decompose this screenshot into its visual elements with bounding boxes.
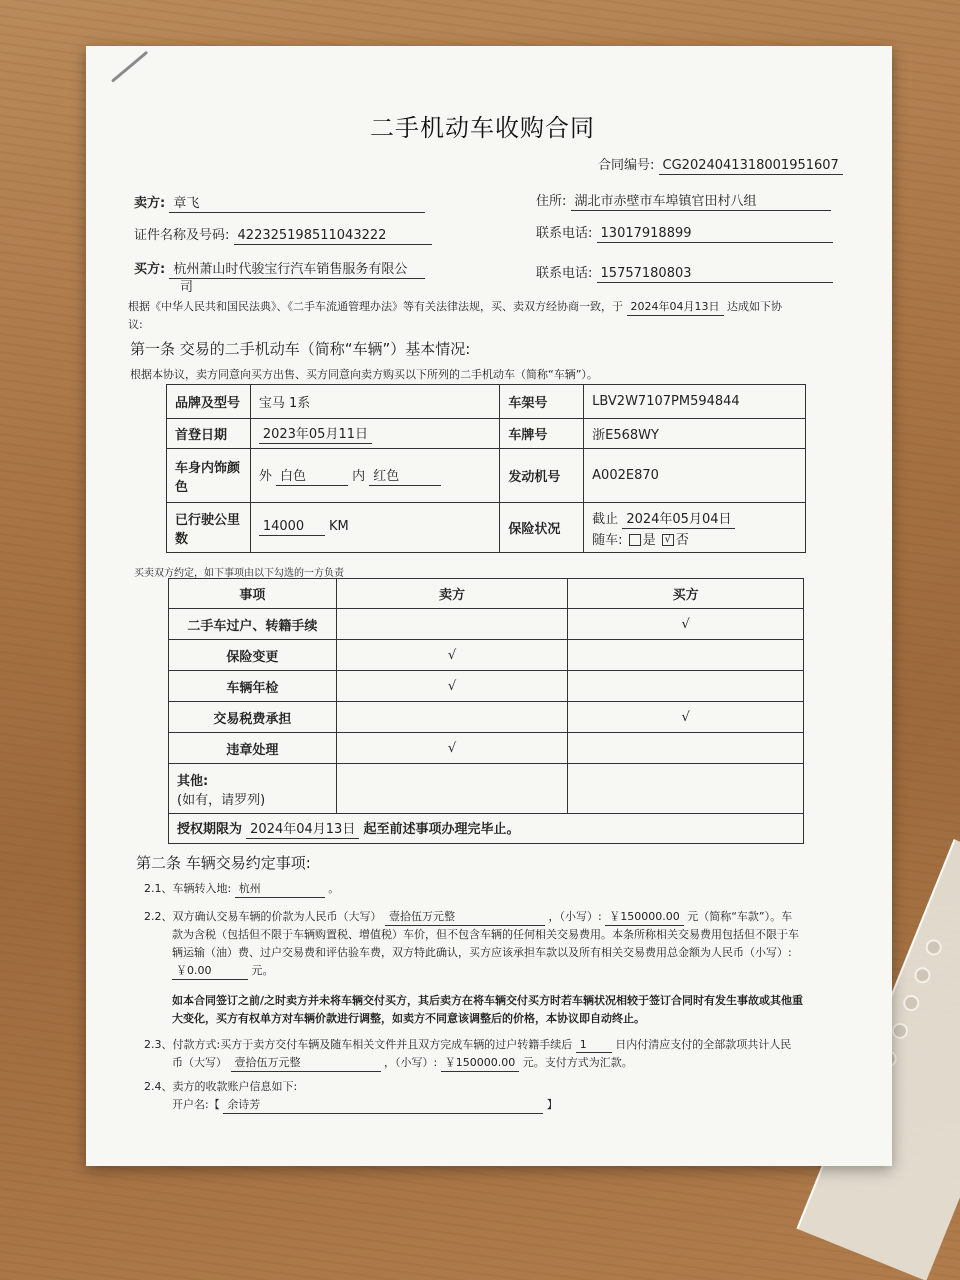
deadline-row: [169, 814, 804, 844]
payment-upper: 壹拾伍万元整: [231, 1054, 381, 1072]
account-holder-name: 余诗芳: [223, 1096, 543, 1114]
brand-value: 宝马 1系: [250, 385, 500, 419]
no-label: 否: [675, 532, 689, 548]
buyer-label: 买方:: [134, 262, 166, 277]
id-label: 证件名称及号码:: [134, 228, 230, 243]
reg-date-label: 首登日期: [167, 419, 251, 449]
mileage-unit: KM: [328, 519, 349, 534]
interior-color: 红色: [369, 465, 441, 486]
address-value: 湖北市赤壁市车埠镇官田村八组: [571, 190, 831, 211]
buyer-check-cell: √: [568, 609, 804, 640]
color-label: 车身内饰颜色: [167, 449, 251, 503]
mileage-label: 已行驶公里数: [167, 503, 251, 553]
insurance-until: [592, 508, 797, 529]
color-cell: [250, 449, 500, 503]
payment-text-2: 日内付清应支付的全部款项共计人民: [615, 1038, 792, 1051]
section-2-2-line4: [172, 962, 274, 980]
plate-value: 浙E568WY: [584, 419, 806, 449]
table-row: [169, 640, 804, 671]
buyer-check-cell: √: [568, 702, 804, 733]
deadline-label: 授权期限为: [177, 822, 243, 837]
yes-checkbox[interactable]: [629, 534, 641, 546]
article-1-intro: 根据本协议，卖方同意向买方出售、买方同意向卖方购买以下所列的二手机动车（简称“车辆”）。: [130, 368, 598, 381]
col-seller-header: 卖方: [336, 579, 568, 609]
reg-date-value: 2023年05月11日: [259, 423, 372, 444]
item-cell: 车辆年检: [169, 671, 337, 702]
intro-text-end: 达成如下协: [727, 300, 782, 313]
id-row: [134, 224, 432, 245]
buyer-name-line2: 司: [180, 280, 194, 295]
no-checkbox[interactable]: √: [662, 534, 674, 546]
payment-upper-label: 币（大写）: [172, 1056, 227, 1069]
engine-label: 发动机号: [500, 449, 584, 503]
article-1-title: 第一条 交易的二手机动车（简称“车辆”）基本情况:: [130, 340, 471, 358]
deadline-date: 2024年04月13日: [246, 818, 359, 839]
item-cell: 交易税费承担: [169, 702, 337, 733]
deadline-cell: [169, 814, 804, 844]
contract-number: [598, 154, 843, 175]
seller-check-cell: [336, 702, 568, 733]
account-holder-close: 】: [546, 1098, 558, 1111]
insurance-until-prefix: 截止: [592, 511, 619, 527]
buyer-check-cell: [568, 671, 804, 702]
section-2-2-line1: [144, 908, 792, 926]
contract-paper: [86, 46, 892, 1166]
seller-check-cell: [336, 609, 568, 640]
section-2-1: [144, 880, 339, 898]
responsibility-intro: 买卖双方约定，如下事项由以下勾选的一方负责: [134, 568, 344, 579]
section-2-1-label: 2.1、车辆转入地:: [144, 882, 232, 895]
section-2-2-line3: 辆运输（油）费、过户交易费和评估验车费，双方特此确认，买方应该承担车款以及所有相关交易费用总金额为人民币（小写）:: [172, 946, 792, 959]
table-row: [167, 419, 806, 449]
insurance-label: 保险状况: [500, 503, 584, 553]
price-lower-label: ，（小写）:: [548, 910, 602, 923]
adjustment-clause-line2: 大变化，买方有权单方对车辆价款进行调整，如卖方不同意该调整后的价格，本协议即自动终止。: [172, 1012, 645, 1025]
fee-amount: ￥0.00: [172, 962, 248, 980]
address-row: [536, 190, 831, 211]
buyer-phone-label: 联系电话:: [536, 266, 593, 281]
table-row: [169, 671, 804, 702]
seller-label: 卖方:: [134, 196, 166, 211]
item-cell: 二手车过户、转籍手续: [169, 609, 337, 640]
buyer-phone-row: [536, 262, 833, 283]
section-2-3-line1: [144, 1036, 791, 1053]
price-lower: ￥150000.00: [605, 908, 684, 926]
article-2-title: 第二条 车辆交易约定事项:: [136, 854, 311, 872]
intro-text: 根据《中华人民共和国民法典》、《二手车流通管理办法》等有关法律法规，买、卖双方经协商一致，于: [128, 300, 623, 313]
seller-check-cell: √: [336, 671, 568, 702]
price-text: 2.2、双方确认交易车辆的价款为人民币（大写）: [144, 910, 382, 923]
table-header-row: [169, 579, 804, 609]
seller-check-cell: √: [336, 733, 568, 764]
reg-date-cell: [250, 419, 500, 449]
payment-text: 2.3、付款方式:买方于卖方交付车辆及随车相关文件并且双方完成车辆的过户转籍手续后: [144, 1038, 573, 1051]
buyer-phone-value: 15757180803: [597, 266, 833, 283]
seller-phone-value: 13017918899: [597, 226, 833, 243]
account-holder-label: 开户名:【: [172, 1098, 220, 1111]
transfer-place: 杭州: [235, 880, 325, 898]
insurance-with-car: [592, 529, 797, 548]
with-car-label: 随车:: [592, 532, 623, 548]
responsibility-table: [168, 578, 804, 844]
other-cell: [169, 764, 337, 814]
table-row: [169, 609, 804, 640]
price-suffix: 元（简称“车款”）。车: [687, 910, 793, 923]
table-row: [167, 385, 806, 419]
table-row: [169, 702, 804, 733]
sleeve-hole: [912, 965, 933, 986]
intro-date: 2024年04月13日: [627, 298, 724, 316]
seller-name: 章飞: [169, 192, 425, 213]
table-row-other: [169, 764, 804, 814]
document-title: 二手机动车收购合同: [370, 114, 595, 142]
sleeve-hole: [890, 1020, 911, 1041]
intro-line-2: 议:: [128, 318, 143, 331]
mileage-value: 14000: [259, 519, 325, 536]
col-item-header: 事项: [169, 579, 337, 609]
contract-number-label: 合同编号:: [598, 158, 655, 173]
other-note: (如有，请罗列): [177, 792, 266, 808]
exterior-prefix: 外: [258, 469, 272, 484]
seller-phone-label: 联系电话:: [536, 226, 593, 241]
section-2-3-line2: [172, 1054, 633, 1072]
other-label: 其他:: [177, 773, 209, 789]
payment-lower-label: ，（小写）:: [384, 1056, 438, 1069]
insurance-cell: [584, 503, 806, 553]
intro-line: [128, 298, 782, 316]
brand-label: 品牌及型号: [167, 385, 251, 419]
address-label: 住所:: [536, 194, 567, 209]
item-cell: 保险变更: [169, 640, 337, 671]
seller-phone-row: [536, 222, 833, 243]
deadline-suffix: 起至前述事项办理完毕止。: [363, 822, 520, 837]
yes-label: 是: [642, 532, 656, 548]
plate-label: 车牌号: [500, 419, 584, 449]
engine-value: A002E870: [584, 449, 806, 503]
adjustment-clause-line1: 如本合同签订之前/之时卖方并未将车辆交付买方，其后卖方在将车辆交付买方时若车辆状况相较于签订合同时有发生事故或其他重: [172, 994, 804, 1007]
seller-check-cell: √: [336, 640, 568, 671]
price-upper: 壹拾伍万元整: [385, 908, 545, 926]
col-buyer-header: 买方: [568, 579, 804, 609]
vin-label: 车架号: [500, 385, 584, 419]
sleeve-hole: [901, 993, 922, 1014]
mileage-cell: [250, 503, 500, 553]
buyer-check-cell: [568, 640, 804, 671]
buyer-name: 杭州萧山时代骏宝行汽车销售服务有限公: [169, 258, 425, 279]
vin-value: LBV2W7107PM594844: [584, 385, 806, 419]
vehicle-info-table: [166, 384, 806, 553]
item-cell: 违章处理: [169, 733, 337, 764]
table-row: [167, 503, 806, 553]
id-number: 422325198511043222: [234, 228, 432, 245]
contract-number-value: CG2024041318001951607: [659, 158, 843, 175]
insurance-until-date: 2024年05月04日: [622, 508, 735, 529]
section-2-4: 2.4、卖方的收款账户信息如下:: [144, 1080, 298, 1093]
exterior-color: 白色: [276, 465, 348, 486]
fee-unit: 元。: [251, 964, 274, 977]
buyer-check-cell: [568, 733, 804, 764]
payment-lower: ￥150000.00: [441, 1054, 520, 1072]
seller-row: [134, 192, 425, 213]
other-seller-cell: [336, 764, 568, 814]
table-row: [169, 733, 804, 764]
section-2-2-line2: 款为含税（包括但不限于车辆购置税、增值税）车价，但不包含车辆的任何相关交易费用。本条所称相关交易费用包括但不限于车: [172, 928, 799, 941]
table-row: [167, 449, 806, 503]
payment-method: 元。支付方式为汇款。: [522, 1056, 633, 1069]
sleeve-hole: [923, 937, 944, 958]
account-holder-row: [172, 1096, 558, 1114]
other-buyer-cell: [568, 764, 804, 814]
buyer-row: [134, 258, 425, 279]
interior-prefix: 内: [352, 469, 366, 484]
section-2-1-dot: 。: [328, 882, 340, 895]
payment-days: 1: [576, 1038, 612, 1053]
